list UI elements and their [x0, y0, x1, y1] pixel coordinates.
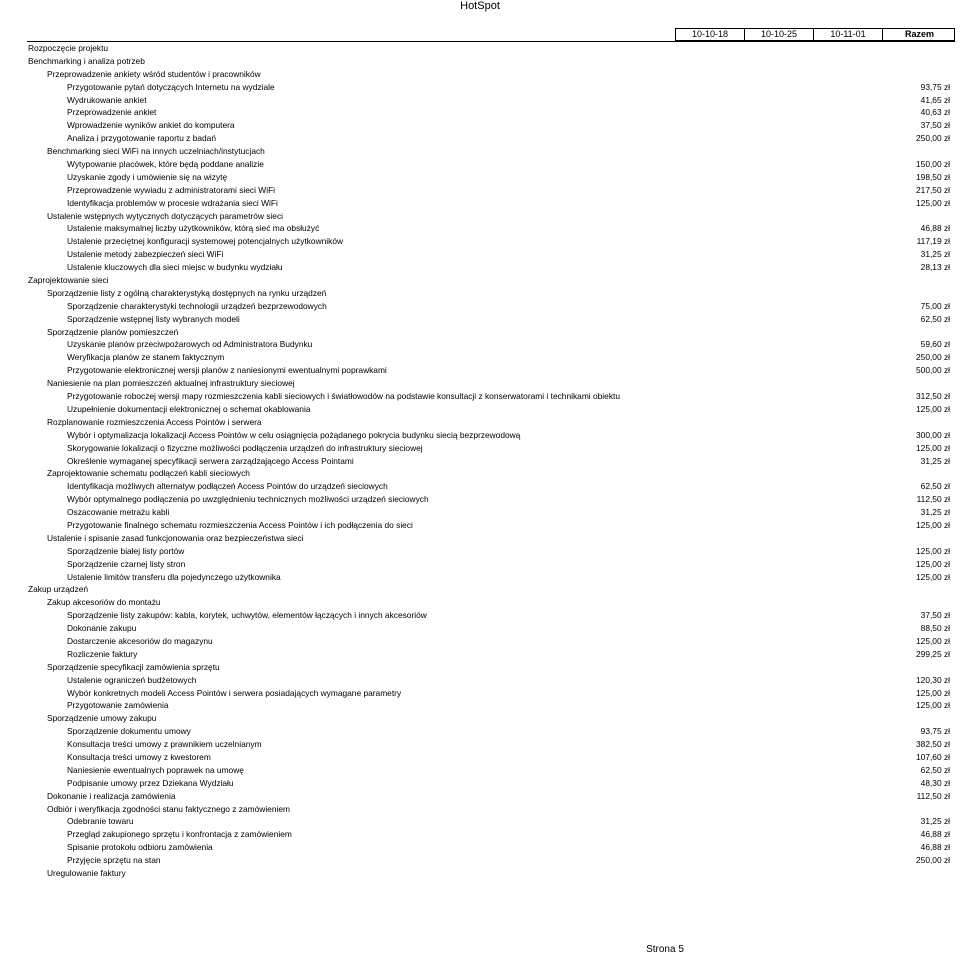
- task-row: [27, 197, 955, 210]
- task-amount: 382,50 zł: [916, 739, 950, 750]
- task-label: Przygotowanie elektronicznej wersji planów z naniesionymi ewentualnymi poprawkami: [67, 365, 387, 376]
- task-row: [27, 558, 955, 571]
- task-row: [27, 68, 955, 81]
- task-amount: 75,00 zł: [920, 300, 950, 311]
- task-row: [27, 674, 955, 687]
- task-row: [27, 81, 955, 94]
- task-row: [27, 94, 955, 107]
- task-label: Naniesienie na plan pomieszczeń aktualnej infrastruktury sieciowej: [47, 378, 295, 389]
- task-row: [27, 145, 955, 158]
- task-row: [27, 480, 955, 493]
- task-amount: 299,25 zł: [916, 648, 950, 659]
- task-label: Przygotowanie roboczej wersji mapy rozmieszczenia kabli sieciowych i światłowodów na podstawie konsultacji z konserwatorami i technikami obiektu: [67, 391, 620, 402]
- task-amount: 217,50 zł: [916, 184, 950, 195]
- task-label: Ustalenie kluczowych dla sieci miejsc w budynku wydziału: [67, 262, 283, 273]
- task-list: [27, 41, 955, 880]
- task-label: Sporządzenie wstępnej listy wybranych modeli: [67, 313, 240, 324]
- task-label: Analiza i przygotowanie raportu z badań: [67, 133, 216, 144]
- task-amount: 62,50 zł: [920, 313, 950, 324]
- task-label: Odebranie towaru: [67, 816, 134, 827]
- task-row: [27, 493, 955, 506]
- task-row: [27, 42, 955, 55]
- task-label: Sporządzenie planów pomieszczeń: [47, 326, 179, 337]
- task-row: [27, 338, 955, 351]
- task-row: [27, 777, 955, 790]
- task-row: [27, 184, 955, 197]
- task-label: Wybór konkretnych modeli Access Pointów i serwera posiadających wymagane parametry: [67, 687, 402, 698]
- task-row: [27, 467, 955, 480]
- task-label: Przyjęcie sprzętu na stan: [67, 855, 161, 866]
- task-row: [27, 867, 955, 880]
- task-amount: 112,50 zł: [916, 494, 950, 505]
- task-row: [27, 854, 955, 867]
- task-amount: 62,50 zł: [920, 481, 950, 492]
- task-label: Wybór i optymalizacja lokalizacji Access Pointów w celu osiągnięcia pożądanego pokrycia budynku siecią bezprzewodową: [67, 429, 521, 440]
- task-row: [27, 661, 955, 674]
- task-row: [27, 815, 955, 828]
- task-label: Ustalenie i spisanie zasad funkcjonowania oraz bezpieczeństwa sieci: [47, 532, 304, 543]
- task-label: Sporządzenie dokumentu umowy: [67, 726, 191, 737]
- task-amount: 250,00 zł: [916, 352, 950, 363]
- task-amount: 125,00 zł: [916, 442, 950, 453]
- task-amount: 88,50 zł: [920, 623, 950, 634]
- task-row: [27, 132, 955, 145]
- task-amount: 125,00 zł: [916, 558, 950, 569]
- task-row: [27, 828, 955, 841]
- task-row: [27, 274, 955, 287]
- task-amount: 125,00 zł: [916, 403, 950, 414]
- task-row: [27, 222, 955, 235]
- task-row: [27, 790, 955, 803]
- task-amount: 250,00 zł: [916, 855, 950, 866]
- task-label: Konsultacja treści umowy z prawnikiem uczelnianym: [67, 739, 262, 750]
- task-amount: 28,13 zł: [920, 262, 950, 273]
- task-row: [27, 571, 955, 584]
- task-row: [27, 106, 955, 119]
- task-row: [27, 287, 955, 300]
- task-row: [27, 351, 955, 364]
- task-label: Uregulowanie faktury: [47, 868, 126, 878]
- task-label: Rozplanowanie rozmieszczenia Access Pointów i serwera: [47, 416, 262, 427]
- task-row: [27, 712, 955, 725]
- task-row: [27, 635, 955, 648]
- task-amount: 125,00 zł: [916, 545, 950, 556]
- task-label: Ustalenie metody zabezpieczeń sieci WiFi: [67, 249, 224, 260]
- task-amount: 117,19 zł: [916, 236, 950, 247]
- task-row: [27, 313, 955, 326]
- task-label: Sporządzenie charakterystyki technologii urządzeń bezprzewodowych: [67, 300, 327, 311]
- task-row: [27, 583, 955, 596]
- task-row: [27, 403, 955, 416]
- date-column-header: 10-10-25: [744, 28, 814, 41]
- task-row: [27, 519, 955, 532]
- task-amount: 48,30 zł: [920, 777, 950, 788]
- task-amount: 62,50 zł: [920, 764, 950, 775]
- task-label: Zaprojektowanie schematu podłączeń kabli sieciowych: [47, 468, 250, 479]
- task-amount: 150,00 zł: [916, 159, 950, 170]
- task-row: [27, 841, 955, 854]
- task-amount: 500,00 zł: [916, 365, 950, 376]
- task-row: [27, 119, 955, 132]
- task-label: Uzyskanie zgody i umówienie się na wizytę: [67, 171, 228, 182]
- task-amount: 31,25 zł: [920, 249, 950, 260]
- task-row: [27, 300, 955, 313]
- task-label: Ustalenie limitów transferu dla pojedynczego użytkownika: [67, 571, 281, 582]
- task-row: [27, 235, 955, 248]
- task-row: [27, 725, 955, 738]
- task-row: [27, 326, 955, 339]
- app-title: HotSpot: [460, 0, 500, 12]
- task-label: Sporządzenie listy z ogólną charakterystyką dostępnych na rynku urządzeń: [47, 287, 327, 298]
- task-label: Dostarczenie akcesoriów do magazynu: [67, 635, 213, 646]
- task-row: [27, 687, 955, 700]
- task-amount: 198,50 zł: [916, 171, 950, 182]
- task-label: Uzyskanie planów przeciwpożarowych od Administratora Budynku: [67, 339, 313, 350]
- task-label: Zakup urządzeń: [28, 584, 89, 595]
- task-row: [27, 261, 955, 274]
- task-label: Benchmarking i analiza potrzeb: [28, 55, 145, 66]
- task-label: Sporządzenie specyfikacji zamówienia sprzętu: [47, 661, 220, 672]
- task-amount: 46,88 zł: [920, 223, 950, 234]
- task-row: [27, 699, 955, 712]
- task-amount: 93,75 zł: [920, 726, 950, 737]
- task-row: [27, 171, 955, 184]
- task-label: Weryfikacja planów ze stanem faktycznym: [67, 352, 225, 363]
- task-label: Identyfikacja możliwych alternatyw podłączeń Access Pointów do urządzeń sieciowych: [67, 481, 388, 492]
- task-label: Dokonanie zakupu: [67, 623, 137, 634]
- task-amount: 300,00 zł: [916, 429, 950, 440]
- task-row: [27, 738, 955, 751]
- date-column-header: 10-11-01: [813, 28, 883, 41]
- task-label: Ustalenie maksymalnej liczby użytkowników, którą sieć ma obsłużyć: [67, 223, 320, 234]
- task-label: Ustalenie ograniczeń budżetowych: [67, 674, 197, 685]
- task-label: Zakup akcesoriów do montażu: [47, 597, 161, 608]
- task-amount: 46,88 zł: [920, 829, 950, 840]
- task-row: [27, 429, 955, 442]
- task-label: Przygotowanie zamówienia: [67, 700, 169, 711]
- task-amount: 37,50 zł: [920, 610, 950, 621]
- page-number: Strona 5: [646, 944, 684, 955]
- task-label: Uzupełnienie dokumentacji elektronicznej o schemat okablowania: [67, 403, 311, 414]
- task-row: [27, 442, 955, 455]
- task-label: Wydrukowanie ankiet: [67, 94, 147, 105]
- task-label: Sporządzenie czarnej listy stron: [67, 558, 186, 569]
- task-label: Benchmarking sieci WiFi na innych uczelniach/instytucjach: [47, 146, 265, 157]
- task-row: [27, 532, 955, 545]
- task-label: Skorygowanie lokalizacji o fizyczne możliwości podłączenia urządzeń do infrastruktury sieciowej: [67, 442, 423, 453]
- task-label: Wprowadzenie wyników ankiet do komputera: [67, 120, 235, 131]
- task-label: Podpisanie umowy przez Dziekana Wydziału: [67, 777, 234, 788]
- task-row: [27, 506, 955, 519]
- task-label: Oszacowanie metrażu kabli: [67, 507, 170, 518]
- date-column-header: 10-10-18: [675, 28, 745, 41]
- table-header: [27, 28, 955, 41]
- task-label: Przegląd zakupionego sprzętu i konfrontacja z zamówieniem: [67, 829, 292, 840]
- total-column-header: Razem: [882, 28, 955, 41]
- task-amount: 125,00 zł: [916, 197, 950, 208]
- task-label: Sporządzenie umowy zakupu: [47, 713, 157, 724]
- task-amount: 31,25 zł: [920, 507, 950, 518]
- task-label: Dokonanie i realizacja zamówienia: [47, 790, 176, 801]
- task-label: Przeprowadzenie wywiadu z administratorami sieci WiFi: [67, 184, 276, 195]
- task-amount: 31,25 zł: [920, 816, 950, 827]
- task-amount: 312,50 zł: [916, 391, 950, 402]
- task-row: [27, 764, 955, 777]
- task-row: [27, 803, 955, 816]
- task-label: Przeprowadzenie ankiet: [67, 107, 157, 118]
- task-label: Wytypowanie placówek, które będą poddane analizie: [67, 159, 264, 170]
- task-amount: 40,63 zł: [920, 107, 950, 118]
- task-amount: 125,00 zł: [916, 687, 950, 698]
- task-label: Konsultacja treści umowy z kwestorem: [67, 751, 211, 762]
- task-row: [27, 455, 955, 468]
- task-row: [27, 364, 955, 377]
- task-label: Sporządzenie listy zakupów: kabla, korytek, uchwytów, elementów łączących i innych akcesoriów: [67, 610, 427, 621]
- task-label: Odbiór i weryfikacja zgodności stanu faktycznego z zamówieniem: [47, 803, 290, 814]
- task-label: Ustalenie przeciętnej konfiguracji systemowej potencjalnych użytkowników: [67, 236, 344, 247]
- task-amount: 46,88 zł: [920, 842, 950, 853]
- task-label: Przygotowanie pytań dotyczących Internetu na wydziale: [67, 81, 275, 92]
- task-row: [27, 622, 955, 635]
- task-label: Zaprojektowanie sieci: [28, 275, 109, 286]
- task-amount: 112,50 zł: [916, 790, 950, 801]
- task-amount: 59,60 zł: [920, 339, 950, 350]
- task-label: Określenie wymaganej specyfikacji serwera zarządzającego Access Pointami: [67, 455, 354, 466]
- task-amount: 125,00 zł: [916, 635, 950, 646]
- task-row: [27, 416, 955, 429]
- task-label: Rozliczenie faktury: [67, 648, 138, 659]
- task-amount: 31,25 zł: [920, 455, 950, 466]
- task-row: [27, 545, 955, 558]
- task-row: [27, 377, 955, 390]
- task-label: Naniesienie ewentualnych poprawek na umowę: [67, 764, 244, 775]
- task-amount: 125,00 zł: [916, 519, 950, 530]
- task-label: Sporządzenie białej listy portów: [67, 545, 185, 556]
- task-amount: 37,50 zł: [920, 120, 950, 131]
- task-amount: 125,00 zł: [916, 571, 950, 582]
- task-row: [27, 609, 955, 622]
- task-label: Przygotowanie finalnego schematu rozmieszczenia Access Pointów i ich podłączenia do sieci: [67, 519, 413, 530]
- task-amount: 250,00 zł: [916, 133, 950, 144]
- task-row: [27, 210, 955, 223]
- task-label: Przeprowadzenie ankiety wśród studentów i pracowników: [47, 68, 261, 79]
- report-sheet: [27, 28, 955, 880]
- task-label: Wybór optymalnego podłączenia po uwzględnieniu technicznych możliwości urządzeń sieciowych: [67, 494, 429, 505]
- task-label: Identyfikacja problemów w procesie wdrażania sieci WiFi: [67, 197, 278, 208]
- task-amount: 93,75 zł: [920, 81, 950, 92]
- task-row: [27, 596, 955, 609]
- task-row: [27, 248, 955, 261]
- task-amount: 125,00 zł: [916, 700, 950, 711]
- task-row: [27, 751, 955, 764]
- task-label: Ustalenie wstępnych wytycznych dotyczących parametrów sieci: [47, 210, 283, 221]
- task-row: [27, 158, 955, 171]
- task-amount: 120,30 zł: [916, 674, 950, 685]
- task-row: [27, 390, 955, 403]
- task-amount: 41,65 zł: [920, 94, 950, 105]
- task-amount: 107,60 zł: [916, 751, 950, 762]
- task-label: Spisanie protokołu odbioru zamówienia: [67, 842, 213, 853]
- task-row: [27, 648, 955, 661]
- task-label: Rozpoczęcie projektu: [28, 43, 109, 53]
- task-row: [27, 55, 955, 68]
